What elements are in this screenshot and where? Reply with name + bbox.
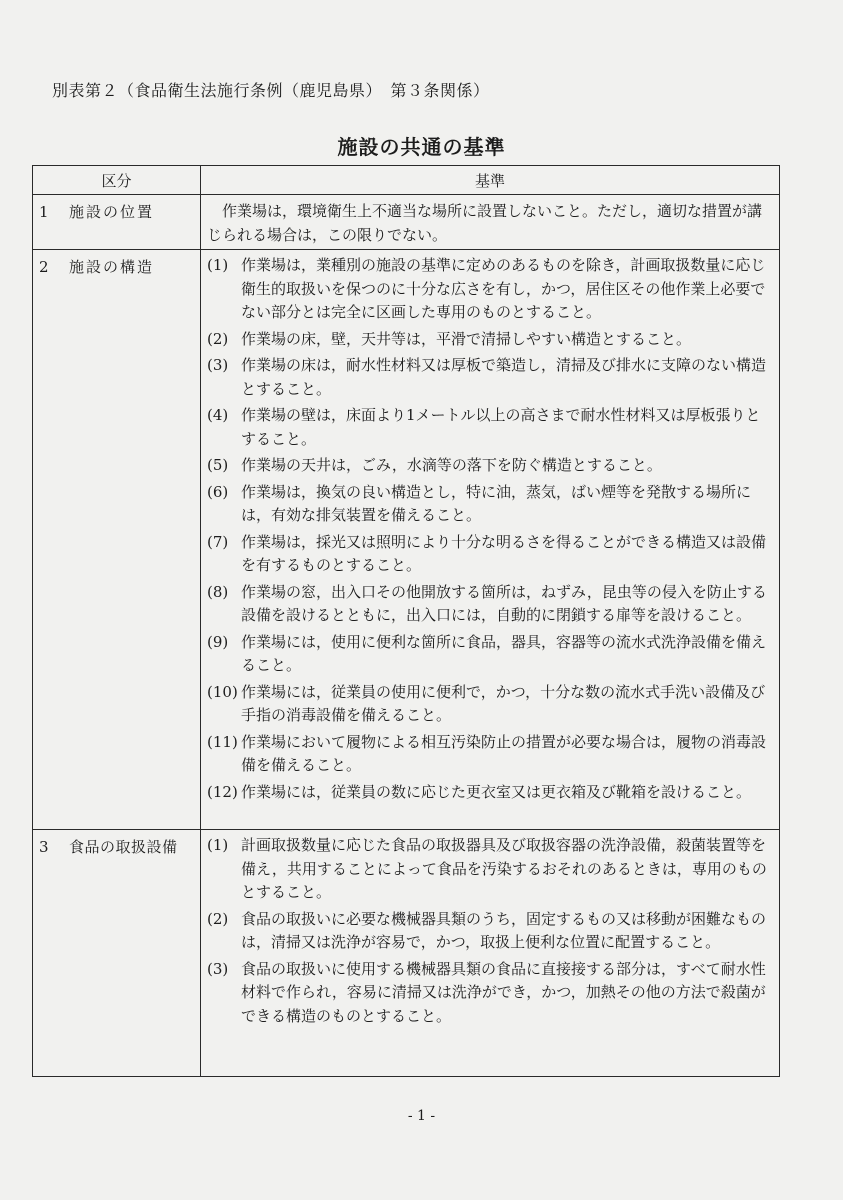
list-item: [207, 781, 773, 805]
item-text: 作業場の天井は，ごみ，水滴等の落下を防ぐ構造とすること。: [241, 456, 662, 474]
item-number: (5): [207, 456, 229, 474]
category-cell: [33, 250, 201, 830]
item-text: 作業場は，採光又は照明により十分な明るさを得ることができる構造又は設備を有するものとすること。: [241, 532, 767, 574]
item-text: 作業場には，従業員の使用に便利で，かつ，十分な数の流水式手洗い設備及び手指の消毒設備を備えること。: [241, 682, 766, 724]
item-text: 作業場には，従業員の数に応じた更衣室又は更衣箱及び靴箱を設けること。: [241, 782, 752, 801]
item-number: (8): [207, 582, 229, 601]
list-item: [207, 254, 773, 325]
item-text: 作業場の床，壁，天井等は，平滑で清掃しやすい構造とすること。: [241, 329, 692, 348]
standards-table: [32, 165, 780, 1077]
category-column-header: 区分: [33, 166, 201, 195]
list-item: [207, 958, 773, 1029]
list-item: [207, 681, 773, 728]
item-text: 食品の取扱いに使用する機械器具類の食品に直接接する部分は，すべて耐水性材料で作られ，容易に清掃又は洗浄ができ，かつ，加熱その他の方法で殺菌ができる構造のものとすること。: [241, 959, 766, 1025]
list-item: [207, 834, 773, 905]
row-facility-structure: [33, 250, 780, 830]
item-text: 作業場の壁は，床面より1メートル以上の高さまで耐水性材料又は厚板張りとすること。: [241, 406, 761, 448]
item-number: (1): [207, 836, 229, 854]
standard-cell: [201, 830, 780, 1077]
list-item: [207, 454, 773, 478]
document-header: 別表第２（食品衛生法施行条例（鹿児島県） 第３条関係）: [52, 81, 490, 100]
list-item: [207, 631, 773, 678]
item-text: 作業場は，業種別の施設の基準に定めのあるものを除き，計画取扱数量に応じ衛生的取扱いを保つのに十分な広さを有し，かつ，居住区その他作業上必要でない部分とは完全に区画した専用のものとすること。: [241, 256, 766, 321]
item-number: (4): [207, 406, 229, 424]
item-text: 計画取扱数量に応じた食品の取扱器具及び取扱容器の洗浄設備，殺菌装置等を備え，共用することによって食品を汚染するおそれのあるときは，専用のものとすること。: [241, 836, 767, 901]
item-text: 作業場において履物による相互汚染防止の措置が必要な場合は，履物の消毒設備を備えること。: [241, 732, 767, 774]
list-item: [207, 354, 773, 401]
item-number: (3): [207, 959, 229, 978]
item-number: (9): [207, 632, 229, 651]
item-text: 作業場は，換気の良い構造とし，特に油，蒸気，ばい煙等を発散する場所には，有効な排気装置を備えること。: [241, 482, 752, 524]
list-item: [207, 328, 773, 352]
category-cell: [33, 830, 201, 1077]
category-cell: [33, 195, 201, 250]
category-number: 1: [39, 203, 49, 221]
item-number: (1): [207, 256, 229, 274]
category-name: 施設の構造: [69, 258, 155, 276]
item-text: 作業場には，使用に便利な箇所に食品，器具，容器等の流水式洗浄設備を備えること。: [241, 632, 767, 674]
standard-cell: [201, 250, 780, 830]
item-number: (3): [207, 356, 229, 374]
standard-cell: [201, 195, 780, 250]
item-text: 作業場の床は，耐水性材料又は厚板で築造し，清掃及び排水に支障のない構造とすること。: [241, 356, 767, 398]
standard-text: 作業場は，環境衛生上不適当な場所に設置しないこと。ただし，適切な措置が講じられる場合は，この限りでない。: [207, 202, 763, 244]
category-name: 施設の位置: [69, 203, 155, 221]
document-title: 施設の共通の基準: [337, 135, 506, 159]
list-item: [207, 908, 773, 955]
standard-column-header: 基準: [201, 166, 780, 195]
list-item: [207, 581, 773, 628]
item-number: (6): [207, 482, 229, 501]
category-number: 3: [39, 838, 49, 856]
item-number: (7): [207, 532, 229, 551]
item-number: (2): [207, 909, 229, 928]
category-number: 2: [39, 258, 49, 276]
category-name: 食品の取扱設備: [69, 838, 178, 856]
list-item: [207, 531, 773, 578]
item-number: (11): [207, 732, 238, 751]
item-number: (10): [207, 682, 238, 701]
list-item: [207, 404, 773, 451]
item-number: (2): [207, 329, 229, 348]
row-facility-location: [33, 195, 780, 250]
item-text: 食品の取扱いに必要な機械器具類のうち，固定するもの又は移動が困難なものは，清掃又は洗浄が容易で，かつ，取扱上便利な位置に配置すること。: [241, 909, 767, 951]
row-food-handling-equipment: [33, 830, 780, 1077]
page-number: - 1 -: [407, 1108, 436, 1124]
item-number: (12): [207, 782, 238, 801]
list-item: [207, 731, 773, 778]
item-text: 作業場の窓，出入口その他開放する箇所は，ねずみ，昆虫等の侵入を防止する設備を設けるとともに，出入口には，自動的に閉鎖する扉等を設けること。: [241, 582, 767, 624]
table-header-row: [33, 166, 780, 195]
list-item: [207, 481, 773, 528]
